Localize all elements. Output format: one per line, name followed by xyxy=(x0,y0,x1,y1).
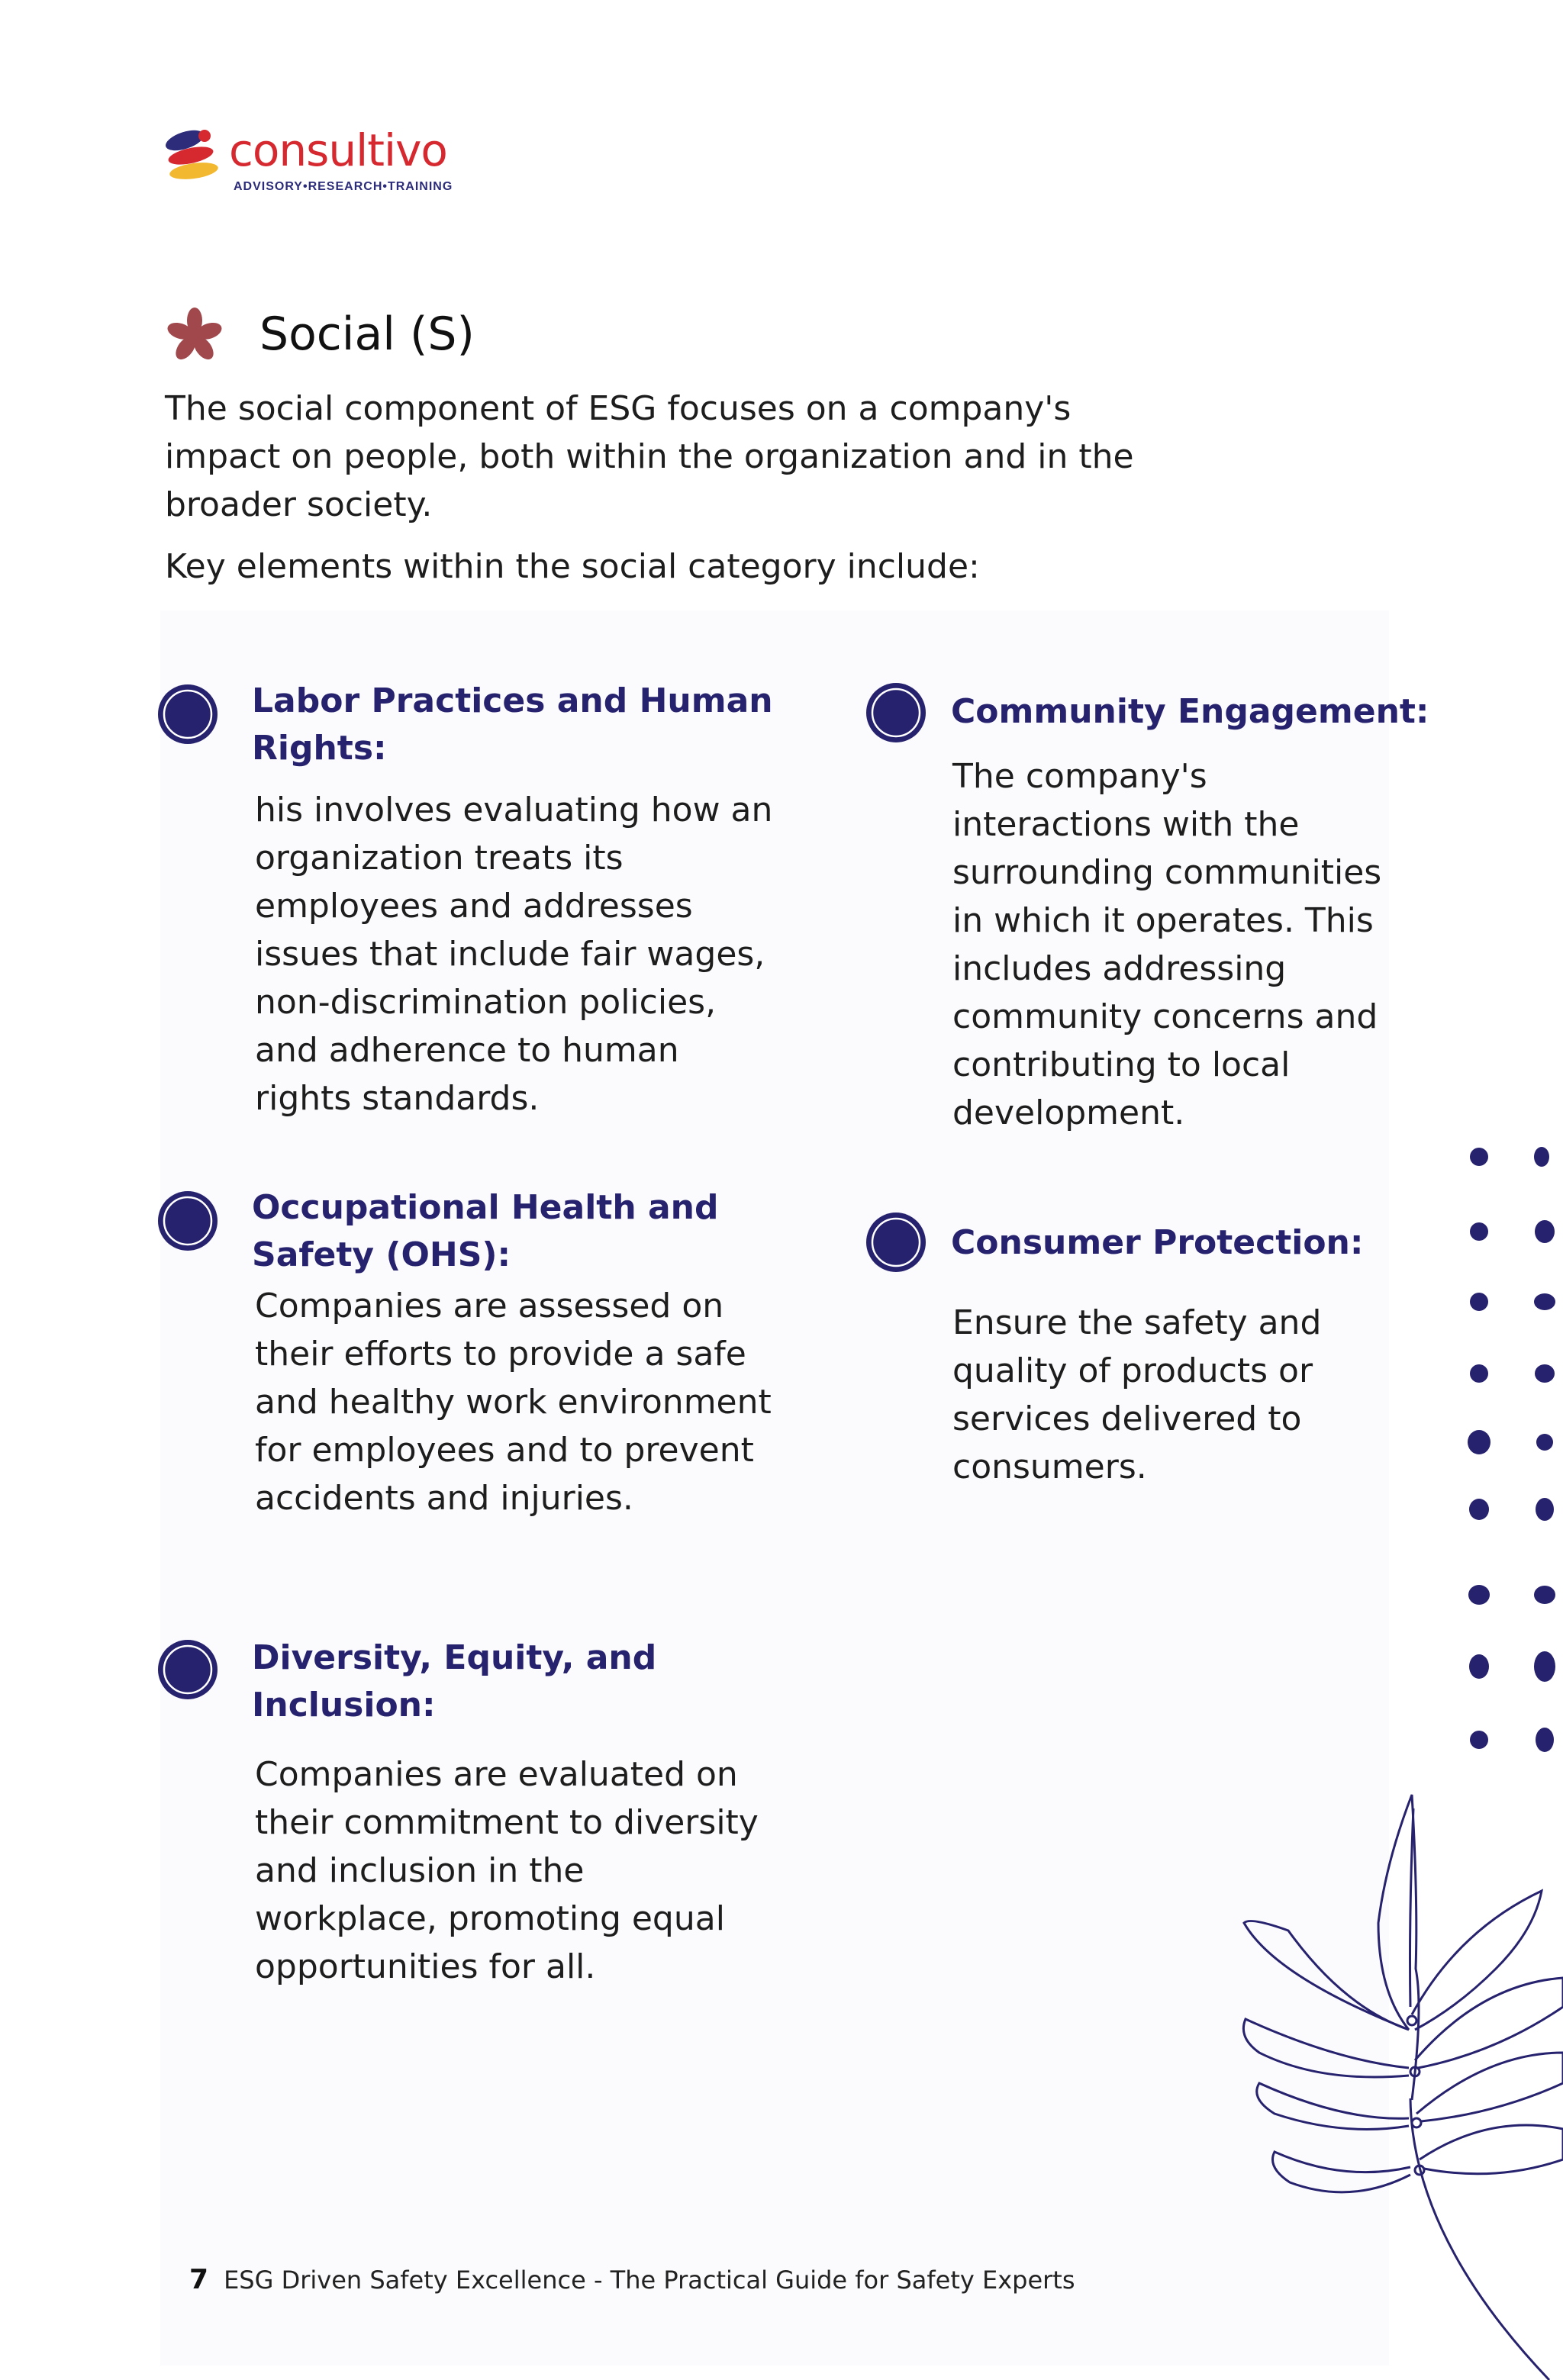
circle-bullet-icon xyxy=(864,681,928,745)
item-title-ohs: Occupational Health and Safety (OHS): xyxy=(252,1188,719,1274)
logo-wordmark: consultivo xyxy=(229,124,447,176)
item-title-consumer: Consumer Protection: xyxy=(951,1223,1364,1262)
item-body-consumer: Ensure the safety and quality of products or services delivered to consumers. xyxy=(952,1303,1322,1486)
circle-bullet-icon xyxy=(156,1638,220,1702)
item-title-dei: Diversity, Equity, and Inclusion: xyxy=(252,1638,657,1725)
item-body-ohs: Companies are assessed on their efforts to provide a safe and healthy work environment for employees and to prevent accidents and injuries. xyxy=(255,1287,772,1518)
item-body-community: The company's interactions with the surrounding communities in which it operates. This includes addressing community concerns and contributing to local development. xyxy=(952,757,1382,1132)
intro-paragraph: The social component of ESG focuses on a company's impact on people, both within the organization and in the broader society. xyxy=(165,389,1134,524)
leaf-branch-icon xyxy=(1229,1778,1563,2380)
footer-title: ESG Driven Safety Excellence - The Practical Guide for Safety Experts xyxy=(224,2266,1075,2295)
item-title-labor: Labor Practices and Human Rights: xyxy=(252,681,773,768)
item-body-dei: Companies are evaluated on their commitment to diversity and inclusion in the workplace, promoting equal opportunities for all. xyxy=(255,1755,759,1986)
logo-tagline: ADVISORY•RESEARCH•TRAINING xyxy=(234,180,453,193)
consultivo-logo-icon xyxy=(159,121,229,191)
section-title: Social (S) xyxy=(259,308,475,361)
page-number: 7 xyxy=(189,2264,209,2295)
circle-bullet-icon xyxy=(156,682,220,746)
page-footer xyxy=(189,2263,1075,2297)
company-logo xyxy=(159,121,479,197)
item-body-labor: his involves evaluating how an organization treats its employees and addresses issues that include fair wages, non-discrimination policies, and adherence to human rights standards. xyxy=(255,791,773,1118)
decorative-dots xyxy=(1459,1140,1563,1766)
asterisk-flower-icon xyxy=(162,307,227,362)
key-elements-line: Key elements within the social category include: xyxy=(165,547,980,586)
item-title-community: Community Engagement: xyxy=(951,692,1429,731)
circle-bullet-icon xyxy=(864,1210,928,1274)
circle-bullet-icon xyxy=(156,1189,220,1253)
intro-text xyxy=(165,385,1188,591)
